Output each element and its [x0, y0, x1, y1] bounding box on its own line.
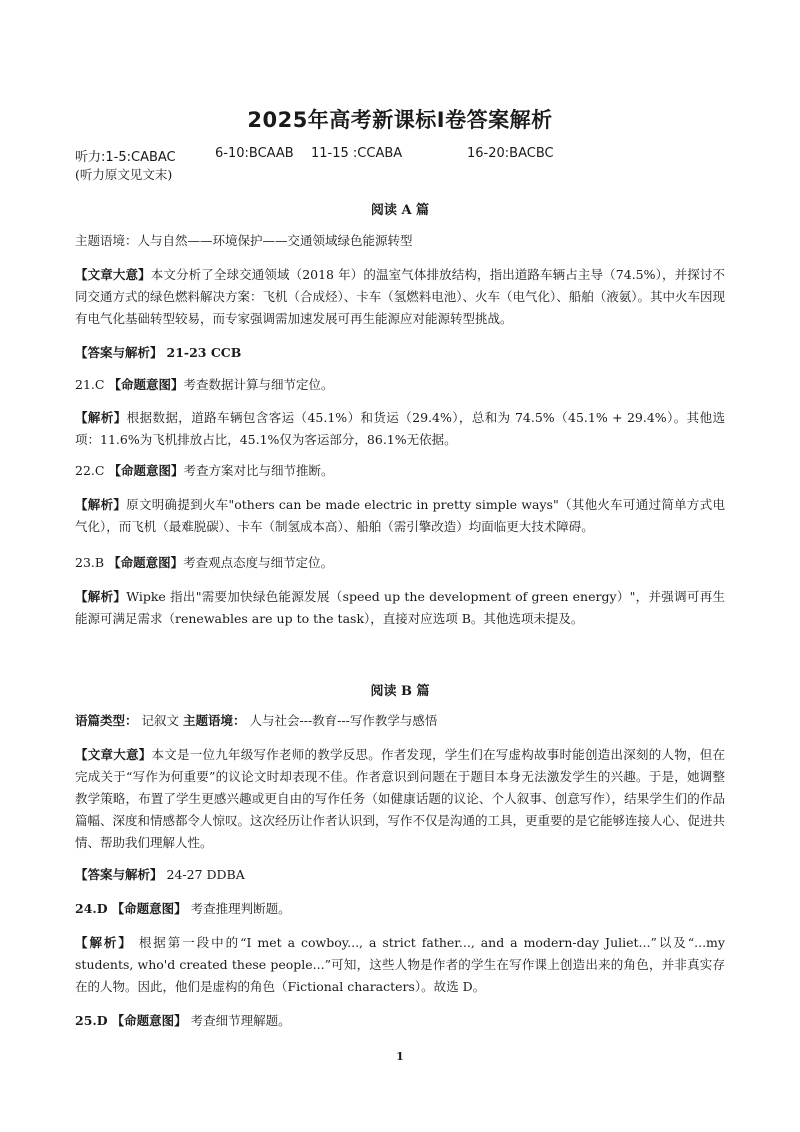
intent-text: 考查数据计算与细节定位。: [183, 377, 334, 392]
reading-a-theme: 主题语境：人与自然——环境保护——交通领域绿色能源转型: [75, 233, 413, 248]
type-value: 记叙文: [141, 713, 180, 728]
analysis-text: 原文明确提到火车"others can be made electric in pretty simple ways"（其他火车可通过简单方式电气化），而飞机（最难脱碳）、卡车（制氢成本高）、船舶（需引擎改造）均面临更大技术障碍。: [75, 497, 725, 534]
q21-intent: [75, 374, 725, 396]
q24-analysis: [75, 932, 725, 998]
reading-b-type-theme: [75, 710, 725, 732]
theme-label: 主题语境：: [183, 713, 246, 728]
question-number: 25.D: [75, 1013, 108, 1028]
listening-answers-11-15: 11-15 :CCABA: [311, 146, 403, 161]
analysis-label: 【解析】: [75, 589, 127, 604]
q21-analysis: [75, 407, 725, 451]
intent-label: 【命题意图】: [111, 1013, 187, 1028]
question-number: 22.C: [75, 463, 105, 478]
intent-label: 【命题意图】: [111, 901, 187, 916]
listening-answers-16-20: 16-20:BACBC: [467, 146, 554, 161]
listening-answers-1-5: 听力:1-5:CABAC: [75, 150, 176, 165]
q25-intent: [75, 1010, 725, 1032]
page-number: 1: [396, 1050, 404, 1063]
intent-text: 考查方案对比与细节推断。: [183, 463, 334, 478]
answers-label: 【答案与解析】: [75, 345, 163, 360]
page-title: 2025年高考新课标Ⅰ卷答案解析: [247, 108, 553, 132]
listening-answers: [75, 146, 735, 166]
analysis-label: 【解析】: [75, 497, 127, 512]
analysis-text: Wipke 指出"需要加快绿色能源发展（speed up the development of green energy）"，并强调可再生能源可满足需求（renewables are up to the task），直接对应选项 B。其他选项未提及。: [75, 589, 725, 626]
analysis-label: 【解析】: [75, 935, 133, 950]
answers-label: 【答案与解析】: [75, 867, 163, 882]
intent-label: 【命题意图】: [108, 463, 184, 478]
summary-label: 【文章大意】: [75, 747, 152, 762]
intent-text: 考查观点态度与细节定位。: [183, 555, 334, 570]
reading-b-answers: [75, 864, 725, 886]
summary-label: 【文章大意】: [75, 267, 151, 282]
reading-a-answers: [75, 342, 725, 364]
question-number: 24.D: [75, 901, 108, 916]
listening-answers-6-10: 6-10:BCAAB: [215, 146, 294, 161]
analysis-label: 【解析】: [75, 410, 127, 425]
question-number: 21.C: [75, 377, 105, 392]
question-number: 23.B: [75, 555, 105, 570]
analysis-text: 根据第一段中的“I met a cowboy..., a strict father..., and a modern-day Juliet...”以及“...my students, who'd created these people...”可知，这些人物是作者的学生在写作课上创造出来的角色，并非真实存在的人物。因此，他们是虚构的角色（Fictional characters）。故选 D。: [75, 935, 725, 994]
q23-analysis: [75, 586, 725, 630]
reading-b-summary: [75, 744, 725, 854]
intent-text: 考查推理判断题。: [190, 901, 291, 916]
intent-label: 【命题意图】: [108, 555, 184, 570]
reading-b-heading: 阅读 B 篇: [370, 684, 430, 699]
listening-note: (听力原文见文末): [75, 167, 173, 182]
answers-value: 21-23 CCB: [166, 345, 242, 360]
q24-intent: [75, 898, 725, 920]
summary-text: 本文分析了全球交通领域（2018 年）的温室气体排放结构，指出道路车辆占主导（74.5%），并探讨不同交通方式的绿色燃料解决方案：飞机（合成烃）、卡车（氢燃料电池）、火车（电气化）、船舶（液氨）。其中火车因现有电气化基础转型较易，而专家强调需加速发展可再生能源应对能源转型挑战。: [75, 267, 726, 326]
reading-a-summary: [75, 264, 725, 330]
reading-a-heading: 阅读 A 篇: [370, 203, 430, 218]
answers-value: 24-27 DDBA: [166, 867, 245, 882]
q23-intent: [75, 552, 725, 574]
intent-text: 考查细节理解题。: [190, 1013, 291, 1028]
intent-label: 【命题意图】: [108, 377, 184, 392]
q22-intent: [75, 460, 725, 482]
analysis-text: 根据数据，道路车辆包含客运（45.1%）和货运（29.4%），总和为 74.5%（45.1% + 29.4%）。其他选项：11.6%为飞机排放占比，45.1%仅为客运部分，86.1%无依据。: [75, 410, 725, 447]
summary-text: 本文是一位九年级写作老师的教学反思。作者发现，学生们在写虚构故事时能创造出深刻的人物，但在完成关于“写作为何重要”的议论文时却表现不佳。作者意识到问题在于题目本身无法激发学生的兴趣。于是，她调整教学策略，布置了学生更感兴趣或更自由的写作任务（如健康话题的议论、个人叙事、创意写作），结果学生们的作品篇幅、深度和情感都令人惊叹。这次经历让作者认识到，写作不仅是沟通的工具，更重要的是它能够连接人心、促进共情、帮助我们理解人性。: [75, 747, 726, 850]
type-label: 语篇类型：: [75, 713, 138, 728]
theme-value: 人与社会---教育---写作教学与感悟: [249, 713, 438, 728]
q22-analysis: [75, 494, 725, 538]
